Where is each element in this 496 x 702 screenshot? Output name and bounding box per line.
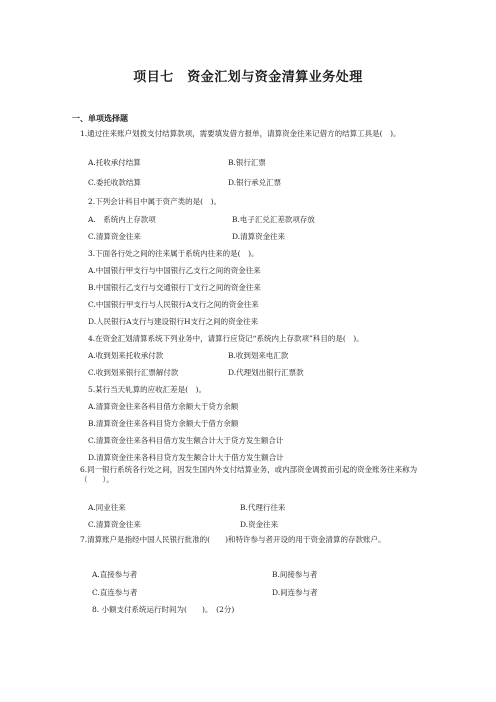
question-7-option-a: A.直接参与者 [92, 570, 138, 579]
question-6-option-c: C.清算资金往来 [88, 520, 141, 529]
question-5-stem: 5.某行当天轧算的应收汇差是( )。 [88, 385, 207, 394]
question-1-option-d: D.银行承兑汇票 [228, 178, 282, 187]
question-3-option-d: D.人民银行A支行与建设银行H支行之间的资金往来 [88, 317, 259, 326]
question-6-option-b: B.代理行往来 [240, 503, 286, 512]
question-2-option-c: C.清算资金往来 [88, 232, 141, 241]
question-4-stem: 4.在资金汇划清算系统下列业务中，请算行应贷记“系统内上存款项”科目的是( )。 [88, 334, 364, 343]
question-5-option-d: D.清算资金往来各科目贷方发生额合计大于借方发生额合计 [88, 453, 284, 462]
question-2-option-a: A. 系统内上存款项 [88, 215, 156, 224]
question-1-stem: 1.通过往来账户划拨支付结算款项，需要填发借方报单，请算资金往来记借方的结算工具是( )。 [80, 129, 401, 138]
question-3-option-c: C.中国银行甲支行与人民银行A支行之间的资金往来 [88, 300, 259, 309]
question-4-option-d: D.代理划出银行汇票款 [228, 368, 304, 377]
question-4-option-c: C.收到划来银行汇票解付款 [88, 368, 179, 377]
question-1-option-c: C.委托收款结算 [88, 178, 141, 187]
question-6-option-a: A.同业往来 [88, 503, 126, 512]
question-2-option-d: D.清算资金往来 [232, 232, 286, 241]
question-5-option-b: B.清算资金往来各科目贷方余额大于借方余额 [88, 419, 239, 428]
question-6-option-d: D.资金往来 [240, 520, 279, 529]
question-3-option-a: A.中国银行甲支行与中国银行乙支行之间的资金往来 [88, 266, 261, 275]
question-2-option-b: B.电子汇兑汇差款项存放 [232, 215, 315, 224]
question-4-option-b: B.收到划来电汇款 [228, 351, 289, 360]
question-3-stem: 3.下面各行处之间的往来属于系统内往来的是( )。 [88, 249, 259, 258]
question-1-option-b: B.银行汇票 [228, 158, 266, 167]
question-5-option-c: C.清算资金往来各科目借方发生额合计大于贷方发生额合计 [88, 436, 284, 445]
question-7-option-b: B.间接参与者 [272, 570, 318, 579]
question-2-stem: 2.下列会计科目中属于资产类的是( )。 [88, 197, 222, 206]
question-3-option-b: B.中国银行乙支行与交通银行丁支行之间的资金往来 [88, 283, 261, 292]
page-title: 项目七 资金汇划与资金清算业务处理 [133, 70, 363, 85]
question-7-option-c: C.直连参与者 [92, 588, 138, 597]
question-7-stem: 7.清算账户是指经中国人民银行批准的( )和特许参与者开设的用于资金清算的存款账户。 [80, 535, 386, 544]
question-5-option-a: A.清算资金往来各科目借方余额大于贷方余额 [88, 402, 239, 411]
question-6-stem: 6.同一银行系统各行处之间，因发生国内外支付结算业务，或内部资金调拨而引起的资金账务往来称为（ ）。 [80, 465, 418, 484]
question-8-stem: 8. 小额支付系统运行时间为( )。 (2分) [92, 605, 235, 614]
question-4-option-a: A.收到划来托收承付款 [88, 351, 164, 360]
question-1-option-a: A.托收承付结算 [88, 158, 141, 167]
question-7-option-d: D.间连参与者 [272, 588, 318, 597]
section-heading: 一、单项选择题 [72, 113, 128, 123]
